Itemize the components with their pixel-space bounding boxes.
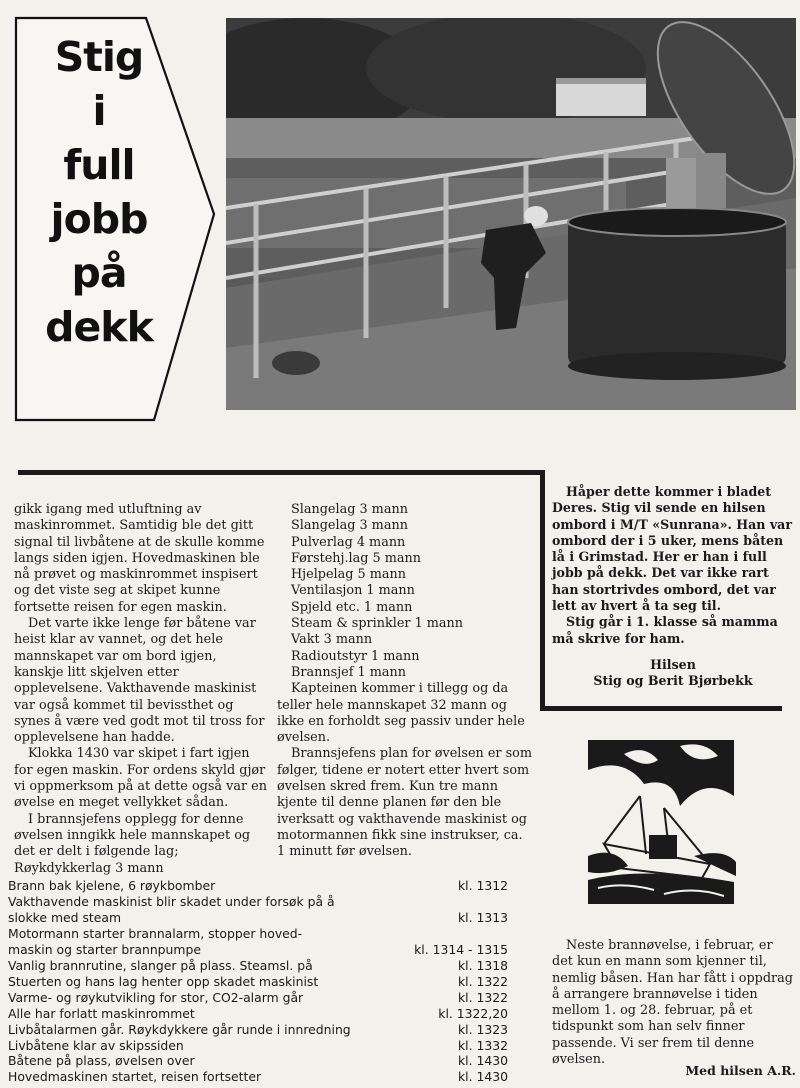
- paragraph: Brannsjefens plan for øvelsen er som følger, tidene er notert etter hvert som øvelsen skred frem. Kun tre mann kjente til denne planen før den ble iverksatt og vakthavende maskinist og motormannen fikk sine instrukser, ca. 1 minutt før øvelsen.: [277, 746, 532, 860]
- crew-list-item: Vakt 3 mann: [291, 632, 373, 648]
- ship-deck-photo: [226, 18, 796, 410]
- timeline-time: kl. 1318: [457, 957, 508, 973]
- timeline-row: [8, 990, 508, 1006]
- paragraph: Stig går i 1. klasse så mamma må skrive for ham.: [552, 614, 778, 646]
- timeline-time: kl. 1322,20: [438, 1005, 508, 1021]
- timeline-event: Båtene på plass, øvelsen over: [8, 1053, 195, 1069]
- paragraph: Det varte ikke lenge før båtene var heist klar av vannet, og det hele mannskapet var om bord igjen, kanskje litt skjelven etter opplevelsene. Vakthavende maskinist var også kommet til bevissthet og synes å være ved godt mot til tross for opplevelsene han hadde.: [14, 616, 265, 746]
- timeline-row: [8, 910, 508, 926]
- timeline-event-continued: maskin og starter brannpumpe: [8, 941, 201, 957]
- timeline-event: Vanlig brannrutine, slanger på plass. Steamsl. på: [8, 957, 313, 973]
- timeline-row: [8, 974, 508, 990]
- timeline-row: [8, 1053, 508, 1069]
- headline-line: dekk: [45, 303, 153, 351]
- crew-list-item: Røykdykkerlag 3 mann: [14, 860, 164, 876]
- crew-list-item: Brannsjef 1 mann: [291, 664, 407, 680]
- timeline-event: Varme- og røykutvikling for stor, CO2-alarm går: [8, 989, 304, 1005]
- timeline-time: kl. 1332: [457, 1037, 508, 1053]
- timeline-event: Brann bak kjelene, 6 røykbomber: [8, 878, 216, 893]
- crew-list-item: Radioutstyr 1 mann: [291, 648, 420, 664]
- timeline-event: Vakthavende maskinist blir skadet under forsøk på å: [8, 893, 335, 909]
- closing-signature: Med hilsen A.R.: [685, 1063, 796, 1078]
- article-column-1: [14, 502, 267, 877]
- section-divider-top: [18, 470, 544, 475]
- headline: [40, 30, 158, 354]
- timeline-time: kl. 1323: [457, 1021, 508, 1037]
- headline-line: jobb: [50, 195, 148, 243]
- crew-list-item: Hjelpelag 5 mann: [291, 567, 406, 583]
- crew-list-item: Steam & sprinkler 1 mann: [291, 616, 464, 632]
- timeline-row: [8, 958, 508, 974]
- headline-line: full: [63, 141, 135, 189]
- timeline-time: kl. 1322: [457, 989, 508, 1005]
- timeline-time: kl. 1430: [457, 1069, 508, 1085]
- timeline-event: Hovedmaskinen startet, reisen fortsetter: [8, 1069, 262, 1085]
- letter-signature: Stig og Berit Bjørbekk: [593, 673, 753, 689]
- reader-letter: [552, 484, 794, 690]
- timeline-row: [8, 1038, 508, 1054]
- timeline-event: Livbåtalarmen går. Røykdykkere går runde i innredning: [8, 1021, 351, 1037]
- timeline-row: [8, 1069, 508, 1085]
- paragraph: Klokka 1430 var skipet i fart igjen for egen maskin. For ordens skyld gjør vi oppmerksom på at dette også var en øvelse en meget vellykket sådan.: [14, 746, 267, 811]
- paragraph: Håper dette kommer i bladet Deres. Stig vil sende en hilsen ombord i M/T «Sunrana». Han var ombord der i 5 uker, mens båten lå i Grimstad. Her er han i full jobb på dekk. Det var ikke rart han stortrivdes ombord, det var lett av hvert å ta seg til.: [552, 484, 792, 614]
- headline-line: i: [92, 87, 106, 135]
- timeline-row: [8, 942, 508, 958]
- section-divider-right: [540, 706, 782, 711]
- letter-greeting: Hilsen: [650, 656, 696, 672]
- letter-signature-block: [552, 657, 794, 690]
- crew-list-item: Ventilasjon 1 mann: [291, 583, 415, 599]
- next-drill-notice: [552, 938, 794, 1068]
- timeline-time: kl. 1430: [457, 1053, 508, 1069]
- timeline-time: kl. 1313: [457, 909, 508, 925]
- crew-list-item: Spjeld etc. 1 mann: [291, 599, 413, 615]
- ship-illustration: [584, 736, 740, 908]
- drill-timeline: [8, 878, 508, 1085]
- timeline-time: kl. 1314 - 1315: [414, 941, 508, 957]
- headline-line: på: [71, 249, 127, 297]
- timeline-event: Alle har forlatt maskinrommet: [8, 1005, 195, 1021]
- crew-list-item: Pulverlag 4 mann: [291, 534, 406, 550]
- timeline-time: kl. 1322: [457, 973, 508, 989]
- paragraph: gikk igang med utluftning av maskinrommet. Samtidig ble det gitt signal til livbåtene at de skulle komme langs siden igjen. Hovedmaskinen ble nå prøvet og maskinrommet inspisert og det viste seg at skipet kunne fortsette reisen for egen maskin.: [14, 502, 265, 615]
- paragraph: Kapteinen kommer i tillegg og da teller hele mannskapet 32 mann og ikke en forholdt seg passiv under hele øvelsen.: [277, 681, 525, 746]
- crew-list-item: Førstehj.lag 5 mann: [291, 550, 421, 566]
- timeline-row: [8, 1006, 508, 1022]
- crew-list-item: Slangelag 3 mann: [291, 502, 408, 517]
- section-divider-vertical: [540, 470, 545, 710]
- paragraph: Neste brannøvelse, i februar, er det kun en mann som kjenner til, nemlig båsen. Han har fått i oppdrag å arrangere brannøvelse i tiden mellom 1. og 28. februar, på et tidspunkt som han selv finner passende. Vi ser frem til denne øvelsen.: [552, 938, 793, 1068]
- crew-list-item: Slangelag 3 mann: [291, 518, 408, 534]
- article-column-2: [277, 502, 532, 861]
- crew-list: [277, 502, 532, 681]
- timeline-row: [8, 1022, 508, 1038]
- headline-line: Stig: [54, 33, 144, 81]
- timeline-event-continued: slokke med steam: [8, 909, 122, 925]
- timeline-row: [8, 878, 508, 894]
- timeline-event: Motormann starter brannalarm, stopper hoved-: [8, 925, 303, 941]
- paragraph: I brannsjefens opplegg for denne øvelsen inngikk hele mannskapet og det er delt i følgende lag;: [14, 811, 251, 860]
- timeline-time: kl. 1312: [457, 878, 508, 893]
- timeline-event: Stuerten og hans lag henter opp skadet maskinist: [8, 973, 319, 989]
- timeline-event: Livbåtene klar av skipssiden: [8, 1037, 184, 1053]
